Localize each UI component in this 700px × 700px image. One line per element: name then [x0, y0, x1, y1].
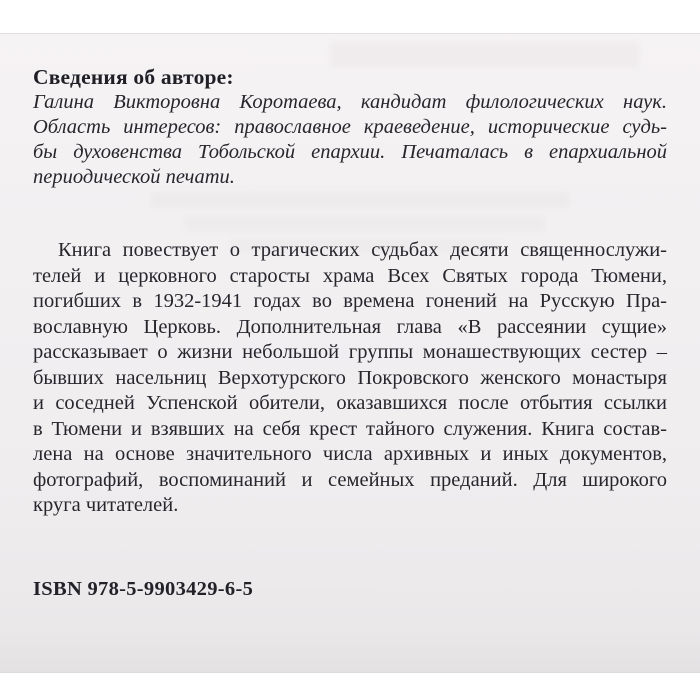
- book-back-cover-page: [0, 33, 700, 673]
- isbn-text: ISBN 978-5-9903429-6-5: [33, 577, 254, 600]
- description-line: погибших в 1932-1941 годах во времена гонений на Русскую Пра-: [33, 290, 667, 312]
- author-info-line: Галина Викторовна Коротаева, кандидат филологических наук.: [33, 91, 667, 113]
- description-line: лена на основе значительного числа архивных и иных документов,: [33, 443, 667, 465]
- description-line: Книга повествует о трагических судьбах десяти священнослужи-: [58, 239, 667, 261]
- description-line: бывших насельниц Верхотурского Покровского женского монастыря: [33, 366, 667, 389]
- description-line: рассказывает о жизни небольшой группы монашествующих сестер –: [33, 341, 667, 363]
- author-info-paragraph: [33, 90, 667, 190]
- author-info-line: бы духовенства Тобольской епархии. Печаталась в епархиальной: [33, 141, 667, 163]
- description-line: телей и церковного старосты храма Всех Святых города Тюмени,: [33, 264, 667, 287]
- author-section-heading: Сведения об авторе:: [33, 65, 234, 89]
- author-info-line: периодической печати.: [33, 166, 235, 188]
- author-info-line: Область интересов: православное краеведение, исторические судь-: [33, 116, 667, 138]
- book-description-paragraph: [33, 238, 667, 519]
- description-line: в Тюмени и взявших на себя крест тайного служения. Книга состав-: [33, 417, 667, 440]
- description-line: вославную Церковь. Дополнительная глава «В рассеянии сущие»: [33, 315, 667, 338]
- text-block: [33, 34, 667, 601]
- description-line: фотографий, воспоминаний и семейных преданий. Для широкого: [33, 468, 667, 491]
- description-line: круга читателей.: [33, 494, 179, 516]
- description-line: и соседней Успенской обители, оказавшихся после отбытия ссылки: [33, 392, 667, 414]
